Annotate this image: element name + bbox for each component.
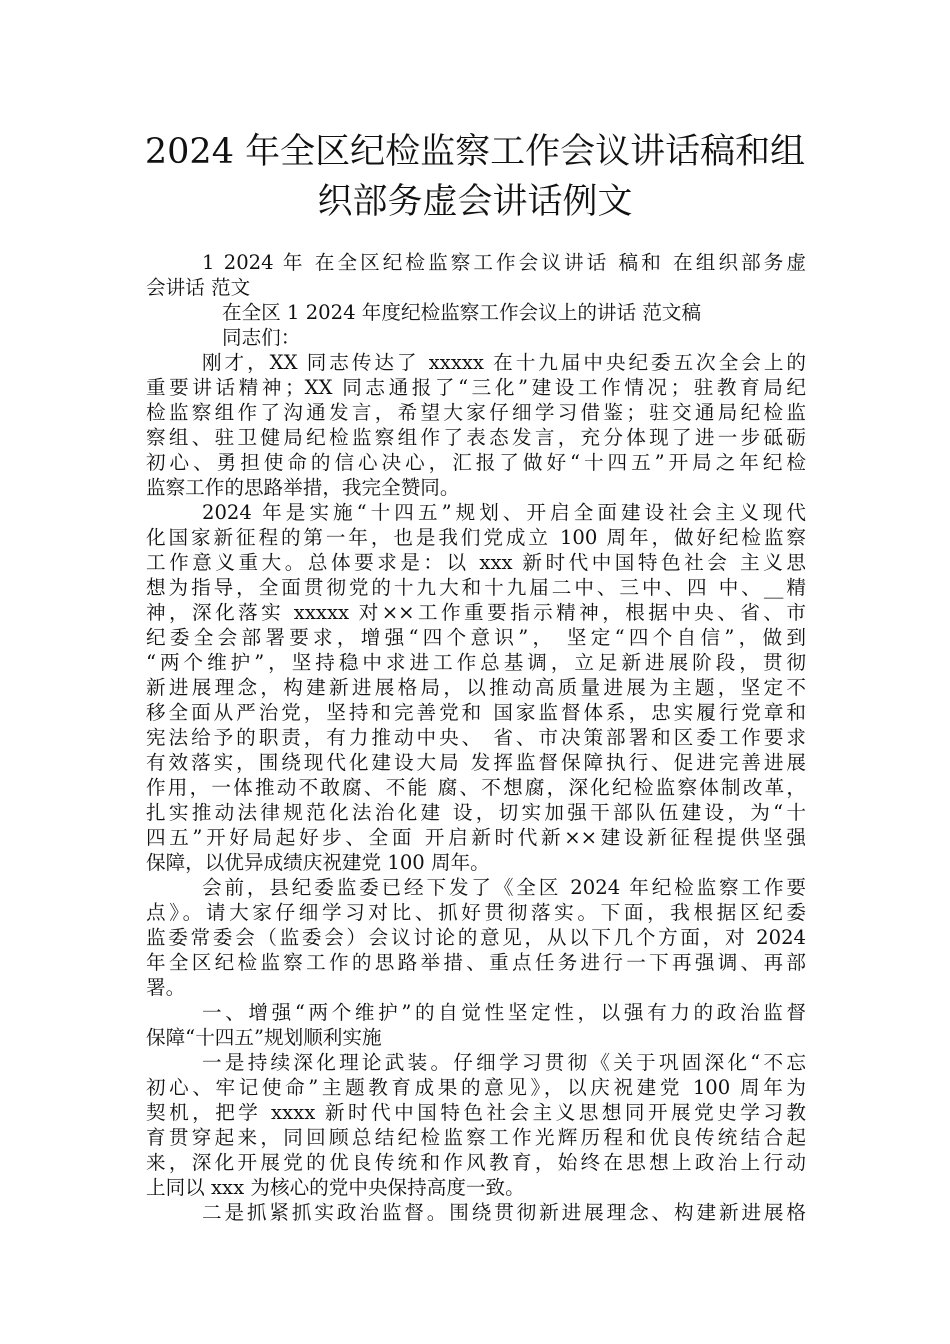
paragraph-5-line-1: 会前，县纪委监委已经下发了《全区 2024 年纪检监察工作要 [202, 876, 806, 899]
paragraph-0-line-2: 会讲话 范文 [146, 276, 251, 299]
paragraph-5-line-2: 点》。请大家仔细学习对比、抓好贯彻落实。下面，我根据区纪委 [146, 901, 806, 924]
paragraph-4-line-6: 纪委全会部署要求，增强“四个意识”， 坚定“四个自信”，做到 [146, 626, 806, 649]
paragraph-3-line-1: 刚才，XX 同志传达了 xxxxx 在十九届中央纪委五次全会上的 [202, 351, 806, 374]
paragraph-4-line-9: 移全面从严治党，坚持和完善党和 国家监督体系，忠实履行党章和 [146, 701, 806, 724]
paragraph-3-line-2: 重要讲话精神；XX 同志通报了“三化”建设工作情况；驻教育局纪 [146, 376, 806, 399]
paragraph-7-line-2: 初心、牢记使命”主题教育成果的意见》，以庆祝建党 100 周年为 [146, 1076, 806, 1099]
paragraph-7-line-5: 来，深化开展党的优良传统和作风教育，始终在思想上政治上行动 [146, 1151, 806, 1174]
paragraph-4-line-2: 化国家新征程的第一年，也是我们党成立 100 周年，做好纪检监察 [146, 526, 806, 549]
section-heading-1-line-2: 保障“十四五”规划顺利实施 [146, 1026, 382, 1049]
paragraph-4-line-15: 保障，以优异成绩庆祝建党 100 周年。 [146, 851, 490, 874]
subtitle-line: 在全区 1 2024 年度纪检监察工作会议上的讲话 范文稿 [222, 301, 702, 324]
paragraph-8-line-1: 二是抓紧抓实政治监督。围绕贯彻新进展理念、构建新进展格 [202, 1201, 806, 1224]
salutation: 同志们： [222, 326, 301, 349]
paragraph-7-line-4: 育贯穿起来，同回顾总结纪检监察工作光辉历程和优良传统结合起 [146, 1126, 806, 1149]
paragraph-3-line-4: 察组、驻卫健局纪检监察组作了表态发言，充分体现了进一步砥砺 [146, 426, 806, 449]
paragraph-4-line-8: 新进展理念，构建新进展格局，以推动高质量进展为主题，坚定不 [146, 676, 806, 699]
paragraph-5-line-3: 监委常委会（监委会）会议讨论的意见，从以下几个方面，对 2024 [146, 926, 806, 949]
paragraph-0-line-1: 1 2024 年 在全区纪检监察工作会议讲话 稿和 在组织部务虚 [202, 251, 806, 274]
document-title-line-2: 织部务虚会讲话例文 [317, 182, 633, 222]
paragraph-3-line-6: 监察工作的思路举措，我完全赞同。 [146, 476, 460, 499]
document-title-line-1: 2024 年全区纪检监察工作会议讲话稿和组 [144, 132, 806, 172]
paragraph-4-line-3: 工作意义重大。总体要求是：以 xxx 新时代中国特色社会 主义思 [146, 551, 806, 574]
paragraph-4-line-11: 有效落实，围绕现代化建设大局 发挥监督保障执行、促进完善进展 [146, 751, 806, 774]
paragraph-3-line-3: 检监察组作了沟通发言，希望大家仔细学习借鉴；驻交通局纪检监 [146, 401, 806, 424]
paragraph-4-line-7: “两个维护”，坚持稳中求进工作总基调，立足新进展阶段，贯彻 [146, 651, 806, 674]
paragraph-7-line-1: 一是持续深化理论武装。仔细学习贯彻《关于巩固深化“不忘 [202, 1051, 806, 1074]
paragraph-4-line-13: 扎实推动法律规范化法治化建 设，切实加强干部队伍建设，为“十 [146, 801, 806, 824]
paragraph-4-line-4: 想为指导，全面贯彻党的十九大和十九届二中、三中、四 中、__精 [146, 576, 806, 599]
paragraph-5-line-5: 署。 [146, 976, 186, 999]
paragraph-4-line-5: 神，深化落实 xxxxx 对××工作重要指示精神，根据中央、省、市 [146, 601, 806, 624]
paragraph-3-line-5: 初心、勇担使命的信心决心，汇报了做好“十四五”开局之年纪检 [146, 451, 806, 474]
paragraph-7-line-3: 契机，把学 xxxx 新时代中国特色社会主义思想同开展党史学习教 [146, 1101, 806, 1124]
paragraph-7-line-6: 上同以 xxx 为核心的党中央保持高度一致。 [146, 1176, 525, 1199]
section-heading-1-line-1: 一、增强“两个维护”的自觉性坚定性，以强有力的政治监督 [202, 1001, 806, 1024]
paragraph-4-line-12: 作用，一体推动不敢腐、不能 腐、不想腐，深化纪检监察体制改革， [146, 776, 806, 799]
paragraph-4-line-14: 四五”开好局起好步、全面 开启新时代新××建设新征程提供坚强 [146, 826, 806, 849]
paragraph-4-line-1: 2024 年是实施“十四五”规划、开启全面建设社会主义现代 [202, 501, 806, 524]
paragraph-5-line-4: 年全区纪检监察工作的思路举措、重点任务进行一下再强调、再部 [146, 951, 806, 974]
paragraph-4-line-10: 宪法给予的职责，有力推动中央、 省、市决策部署和区委工作要求 [146, 726, 806, 749]
